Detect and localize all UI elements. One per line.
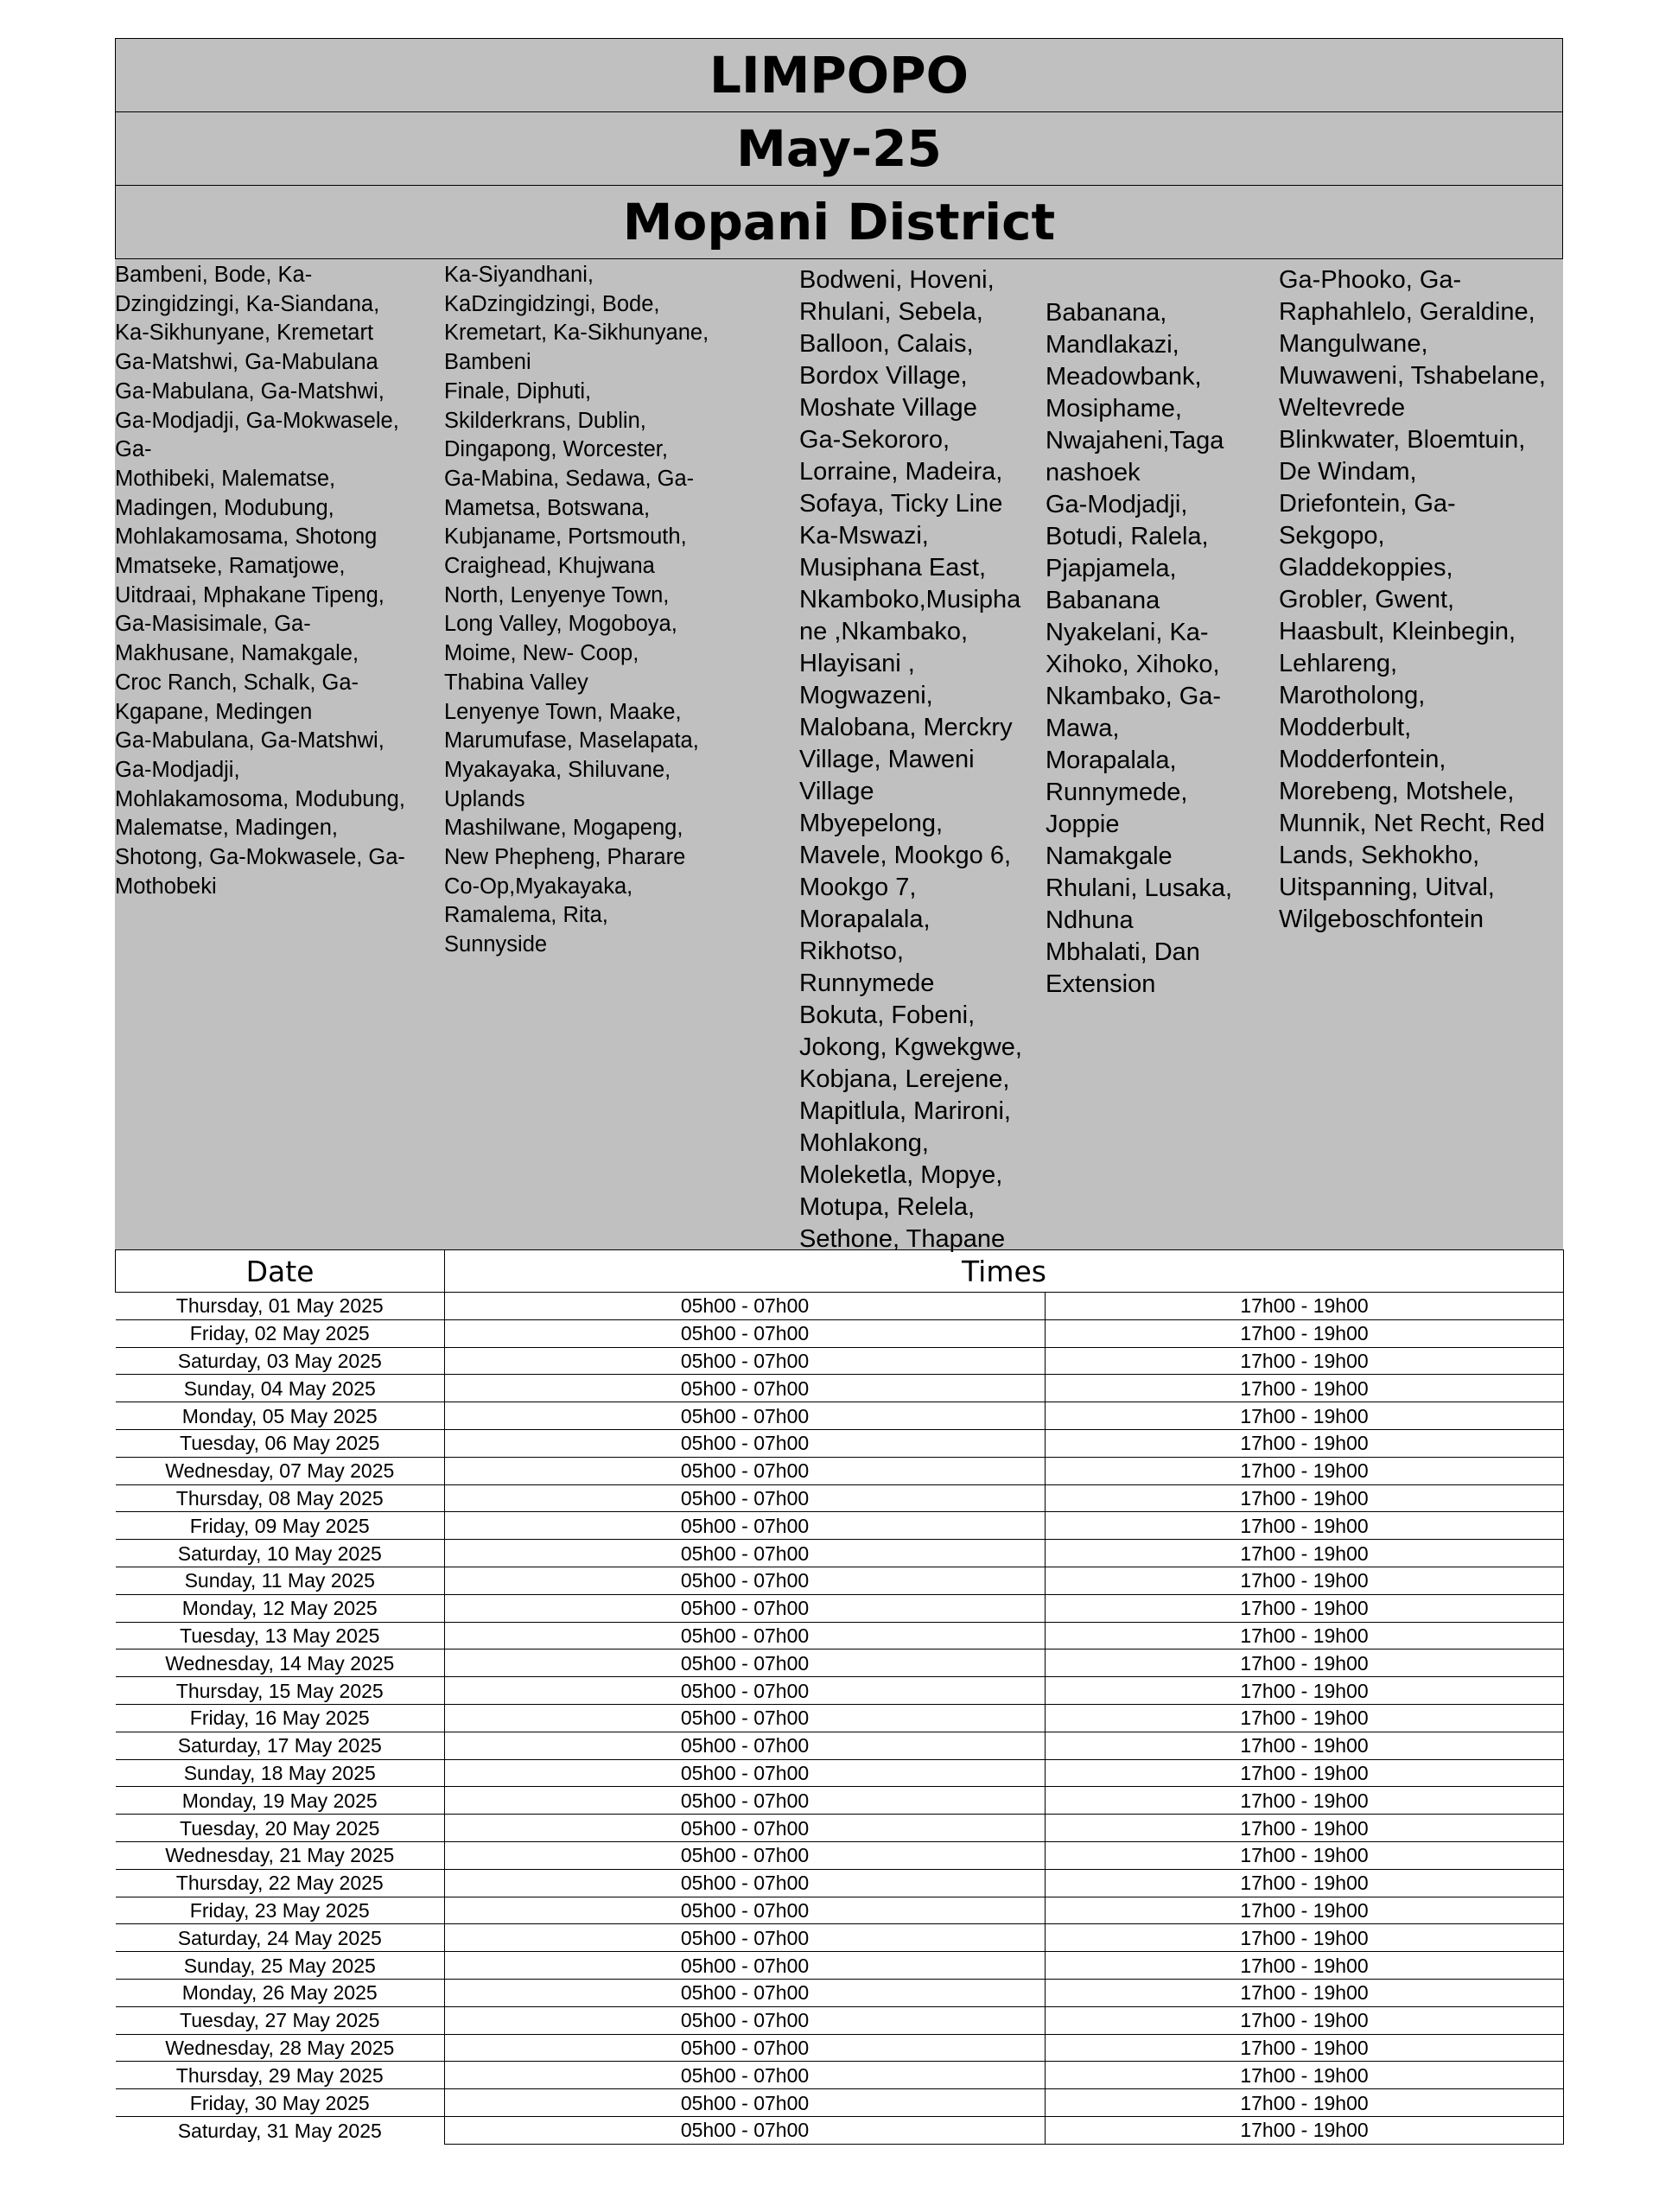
table-row: [116, 1622, 1564, 1649]
area-list-column-3: Bodweni, Hoveni, Rhulani, Sebela, Balloon, Calais, Bordox Village, Moshate Village Ga-Sekororo, Lorraine, Madeira, Sofaya, Ticky Line Ka-Mswazi, Musiphana East, Nkamboko,Musipha ne ,Nkambako, Hlayisani , Mogwazeni, Malobana, Merckry Village, Maweni Village Mbyepelong, Mavele, Mookgo 6, Mookgo 7, Morapalala, Rikhotso, Runnymede Bokuta, Fobeni, Jokong, Kgwekgwe, Kobjana, Lerejene, Mapitlula, Marironі, Mohlakong, Moleketla, Mopye, Motupa, Relela, Sethone, Thapane: [799, 266, 1022, 1253]
morning-slot-cell: 05h00 - 07h00: [445, 1402, 1046, 1430]
morning-slot-cell: 05h00 - 07h00: [445, 1429, 1046, 1457]
table-row: [116, 1924, 1564, 1952]
date-cell: Thursday, 01 May 2025: [116, 1293, 445, 1320]
date-cell: Saturday, 10 May 2025: [116, 1540, 445, 1567]
table-row: [116, 1732, 1564, 1759]
date-cell: Monday, 19 May 2025: [116, 1787, 445, 1815]
date-cell: Monday, 05 May 2025: [116, 1402, 445, 1430]
morning-slot-cell: 05h00 - 07h00: [445, 2116, 1046, 2144]
date-column-header: Date: [116, 1250, 445, 1293]
schedule-sheet: [115, 38, 1563, 2145]
province-title: LIMPOPO: [115, 38, 1563, 111]
area-list-column-4: Babanana, Mandlakazi, Meadowbank, Mosiphame, Nwajaheni,Taga nashoek Ga-Modjadji, Botudi, Ralela, Pjapjamela, Babanana Nyakelani, Ka- Xihoko, Xihoko, Nkambako, Ga- Mawa, Morapalala, Runnymede, Joppie Namakgale Rhulani, Lusaka, Ndhuna Mbhalati, Dan Extension: [1046, 299, 1233, 998]
morning-slot-cell: 05h00 - 07h00: [445, 2089, 1046, 2117]
date-cell: Tuesday, 27 May 2025: [116, 2006, 445, 2034]
evening-slot-cell: 17h00 - 19h00: [1046, 1787, 1564, 1815]
morning-slot-cell: 05h00 - 07h00: [445, 1732, 1046, 1759]
date-cell: Wednesday, 07 May 2025: [116, 1457, 445, 1484]
morning-slot-cell: 05h00 - 07h00: [445, 1594, 1046, 1622]
table-row: [116, 2089, 1564, 2117]
morning-slot-cell: 05h00 - 07h00: [445, 1347, 1046, 1375]
area-list-column-5: Ga-Phooko, Ga- Raphahlelo, Geraldine, Mangulwane, Muwaweni, Tshabelane, Weltevrede Blinkwater, Bloemtuin, De Windam, Driefontein, Ga- Sekgopo, Gladdekoppies, Grobler, Gwent, Haasbult, Kleinbegin, Lehlareng, Marotholong, Modderbult, Modderfontein, Morebeng, Motshele, Munnik, Net Recht, Red Lands, Sekhokho, Uitspanning, Uitval, Wilgeboschfontein: [1279, 266, 1546, 933]
date-cell: Tuesday, 06 May 2025: [116, 1429, 445, 1457]
date-cell: Wednesday, 14 May 2025: [116, 1649, 445, 1677]
date-cell: Friday, 02 May 2025: [116, 1319, 445, 1347]
table-row: [116, 1952, 1564, 1980]
morning-slot-cell: 05h00 - 07h00: [445, 1375, 1046, 1402]
morning-slot-cell: 05h00 - 07h00: [445, 1759, 1046, 1787]
morning-slot-cell: 05h00 - 07h00: [445, 1869, 1046, 1897]
evening-slot-cell: 17h00 - 19h00: [1046, 1347, 1564, 1375]
date-cell: Thursday, 08 May 2025: [116, 1484, 445, 1512]
evening-slot-cell: 17h00 - 19h00: [1046, 1457, 1564, 1484]
morning-slot-cell: 05h00 - 07h00: [445, 1677, 1046, 1705]
morning-slot-cell: 05h00 - 07h00: [445, 1649, 1046, 1677]
evening-slot-cell: 17h00 - 19h00: [1046, 1319, 1564, 1347]
table-row: [116, 1649, 1564, 1677]
morning-slot-cell: 05h00 - 07h00: [445, 2062, 1046, 2089]
date-cell: Tuesday, 13 May 2025: [116, 1622, 445, 1649]
evening-slot-cell: 17h00 - 19h00: [1046, 2062, 1564, 2089]
date-cell: Thursday, 15 May 2025: [116, 1677, 445, 1705]
table-row: [116, 1869, 1564, 1897]
date-cell: Friday, 30 May 2025: [116, 2089, 445, 2117]
table-row: [116, 1347, 1564, 1375]
table-row: [116, 1759, 1564, 1787]
evening-slot-cell: 17h00 - 19h00: [1046, 2116, 1564, 2144]
evening-slot-cell: 17h00 - 19h00: [1046, 1897, 1564, 1924]
evening-slot-cell: 17h00 - 19h00: [1046, 1484, 1564, 1512]
table-row: [116, 1457, 1564, 1484]
table-row: [116, 1319, 1564, 1347]
table-row: [116, 1375, 1564, 1402]
date-cell: Wednesday, 28 May 2025: [116, 2034, 445, 2062]
evening-slot-cell: 17h00 - 19h00: [1046, 1732, 1564, 1759]
evening-slot-cell: 17h00 - 19h00: [1046, 1924, 1564, 1952]
table-row: [116, 1841, 1564, 1869]
date-cell: Saturday, 31 May 2025: [116, 2116, 445, 2144]
morning-slot-cell: 05h00 - 07h00: [445, 1540, 1046, 1567]
morning-slot-cell: 05h00 - 07h00: [445, 1924, 1046, 1952]
evening-slot-cell: 17h00 - 19h00: [1046, 1869, 1564, 1897]
date-cell: Tuesday, 20 May 2025: [116, 1815, 445, 1842]
evening-slot-cell: 17h00 - 19h00: [1046, 1704, 1564, 1732]
morning-slot-cell: 05h00 - 07h00: [445, 1841, 1046, 1869]
evening-slot-cell: 17h00 - 19h00: [1046, 1540, 1564, 1567]
table-row: [116, 1979, 1564, 2006]
morning-slot-cell: 05h00 - 07h00: [445, 1484, 1046, 1512]
evening-slot-cell: 17h00 - 19h00: [1046, 1567, 1564, 1594]
date-cell: Sunday, 11 May 2025: [116, 1567, 445, 1594]
table-row: [116, 1429, 1564, 1457]
morning-slot-cell: 05h00 - 07h00: [445, 1952, 1046, 1980]
evening-slot-cell: 17h00 - 19h00: [1046, 1841, 1564, 1869]
evening-slot-cell: 17h00 - 19h00: [1046, 1594, 1564, 1622]
evening-slot-cell: 17h00 - 19h00: [1046, 1293, 1564, 1320]
evening-slot-cell: 17h00 - 19h00: [1046, 1429, 1564, 1457]
area-list-column-2: Ka-Siyandhani, KaDzingidzingi, Bode, Kremetart, Ka-Sikhunyane, Bambeni Finale, Diphuti, Skilderkrans, Dublin, Dingapong, Worcester, Ga-Mabina, Sedawa, Ga- Mametsa, Botswana, Kubjaname, Portsmouth, Craighead, Khujwana North, Lenyenye Town, Long Valley, Mogoboya, Moime, New- Coop, Thabina Valley Lenyenye Town, Maake, Marumufase, Maselapata, Myakayaka, Shiluvane, Uplands Mashilwane, Mogapeng, New Phepheng, Pharare Co-Op,Myakayaka, Ramalema, Rita, Sunnyside: [444, 263, 709, 957]
morning-slot-cell: 05h00 - 07h00: [445, 1897, 1046, 1924]
table-row: [116, 2116, 1564, 2144]
date-cell: Thursday, 22 May 2025: [116, 1869, 445, 1897]
evening-slot-cell: 17h00 - 19h00: [1046, 1952, 1564, 1980]
evening-slot-cell: 17h00 - 19h00: [1046, 1759, 1564, 1787]
morning-slot-cell: 05h00 - 07h00: [445, 1319, 1046, 1347]
date-cell: Monday, 26 May 2025: [116, 1979, 445, 2006]
table-row: [116, 1815, 1564, 1842]
evening-slot-cell: 17h00 - 19h00: [1046, 1979, 1564, 2006]
date-cell: Friday, 23 May 2025: [116, 1897, 445, 1924]
schedule-rows: [116, 1293, 1564, 2145]
date-cell: Friday, 09 May 2025: [116, 1512, 445, 1540]
morning-slot-cell: 05h00 - 07h00: [445, 1979, 1046, 2006]
date-cell: Thursday, 29 May 2025: [116, 2062, 445, 2089]
table-row: [116, 1677, 1564, 1705]
table-row: [116, 2062, 1564, 2089]
schedule-header-row: [116, 1250, 1564, 1293]
table-row: [116, 1512, 1564, 1540]
date-cell: Friday, 16 May 2025: [116, 1704, 445, 1732]
table-row: [116, 1897, 1564, 1924]
date-cell: Saturday, 17 May 2025: [116, 1732, 445, 1759]
evening-slot-cell: 17h00 - 19h00: [1046, 1815, 1564, 1842]
district-title: Mopani District: [115, 185, 1563, 259]
morning-slot-cell: 05h00 - 07h00: [445, 1787, 1046, 1815]
morning-slot-cell: 05h00 - 07h00: [445, 1622, 1046, 1649]
date-cell: Saturday, 24 May 2025: [116, 1924, 445, 1952]
evening-slot-cell: 17h00 - 19h00: [1046, 1375, 1564, 1402]
morning-slot-cell: 05h00 - 07h00: [445, 1815, 1046, 1842]
date-cell: Saturday, 03 May 2025: [116, 1347, 445, 1375]
morning-slot-cell: 05h00 - 07h00: [445, 1704, 1046, 1732]
month-title: May-25: [115, 111, 1563, 185]
table-row: [116, 1540, 1564, 1567]
table-row: [116, 1567, 1564, 1594]
table-row: [116, 2006, 1564, 2034]
table-row: [116, 1787, 1564, 1815]
table-row: [116, 2034, 1564, 2062]
evening-slot-cell: 17h00 - 19h00: [1046, 2089, 1564, 2117]
evening-slot-cell: 17h00 - 19h00: [1046, 1512, 1564, 1540]
date-cell: Monday, 12 May 2025: [116, 1594, 445, 1622]
table-row: [116, 1594, 1564, 1622]
affected-areas: [115, 259, 1563, 1253]
schedule-table: [115, 1249, 1564, 2145]
date-cell: Sunday, 04 May 2025: [116, 1375, 445, 1402]
evening-slot-cell: 17h00 - 19h00: [1046, 1622, 1564, 1649]
morning-slot-cell: 05h00 - 07h00: [445, 1567, 1046, 1594]
times-column-header: Times: [445, 1250, 1564, 1293]
evening-slot-cell: 17h00 - 19h00: [1046, 2006, 1564, 2034]
table-row: [116, 1293, 1564, 1320]
evening-slot-cell: 17h00 - 19h00: [1046, 1402, 1564, 1430]
morning-slot-cell: 05h00 - 07h00: [445, 2006, 1046, 2034]
table-row: [116, 1402, 1564, 1430]
morning-slot-cell: 05h00 - 07h00: [445, 1293, 1046, 1320]
date-cell: Sunday, 18 May 2025: [116, 1759, 445, 1787]
evening-slot-cell: 17h00 - 19h00: [1046, 2034, 1564, 2062]
morning-slot-cell: 05h00 - 07h00: [445, 1457, 1046, 1484]
date-cell: Wednesday, 21 May 2025: [116, 1841, 445, 1869]
morning-slot-cell: 05h00 - 07h00: [445, 2034, 1046, 2062]
evening-slot-cell: 17h00 - 19h00: [1046, 1677, 1564, 1705]
table-row: [116, 1484, 1564, 1512]
area-list-column-1: Bambeni, Bode, Ka- Dzingidzingi, Ka-Siandana, Ka-Sikhunyane, Kremetart Ga-Matshwi, Ga-Mabulana Ga-Mabulana, Ga-Matshwi, Ga-Modjadji, Ga-Mokwasele, Ga- Mothibeki, Malematse, Madingen, Modubung, Mohlakamosama, Shotong Mmatseke, Ramatjowe, Uitdraai, Mphakane Tipeng, Ga-Masisimale, Ga- Makhusane, Namakgale, Croc Ranch, Schalk, Ga- Kgapane, Medingen Ga-Mabulana, Ga-Matshwi, Ga-Modjadji, Mohlakamosoma, Modubung, Malematse, Madingen, Shotong, Ga-Mokwasele, Ga- Mothobeki: [115, 263, 405, 899]
table-row: [116, 1704, 1564, 1732]
morning-slot-cell: 05h00 - 07h00: [445, 1512, 1046, 1540]
evening-slot-cell: 17h00 - 19h00: [1046, 1649, 1564, 1677]
date-cell: Sunday, 25 May 2025: [116, 1952, 445, 1980]
